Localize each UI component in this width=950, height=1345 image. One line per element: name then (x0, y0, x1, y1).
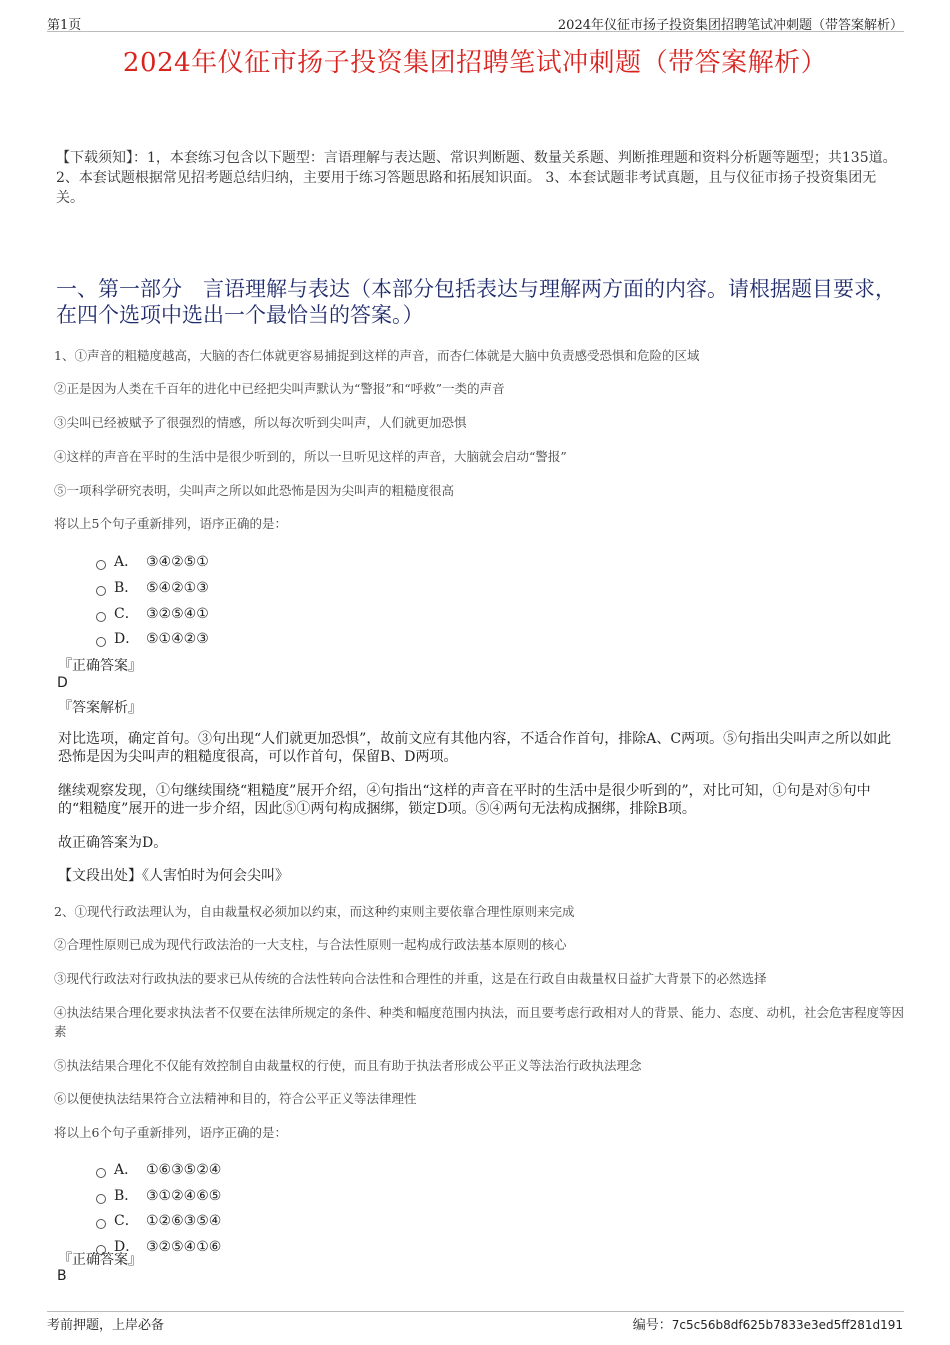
q1-explanation-3: 故正确答案为D。 (58, 835, 168, 851)
q1-option-a[interactable]: A． ③④②⑤① (96, 551, 209, 571)
radio-icon[interactable] (96, 637, 106, 647)
q2-option-a[interactable]: A． ①⑥③⑤②④ (96, 1159, 221, 1179)
q1-answer-label: 『正确答案』 (58, 658, 142, 674)
q1-answer: D (57, 675, 68, 691)
section-heading: 一、第一部分 言语理解与表达（本部分包括表达与理解两方面的内容。请根据题目要求，在四个选项中选出一个最恰当的答案。） (56, 277, 896, 327)
q2-sentence-5: ⑤执法结果合理化不仅能有效控制自由裁量权的行使，而且有助于执法者形成公平正义等法治行政执法理念 (54, 1058, 642, 1073)
q2-sentence-1: 2、①现代行政法理认为，自由裁量权必须加以约束，而这种约束则主要依靠合理性原则来完成 (54, 904, 575, 919)
radio-icon[interactable] (96, 560, 106, 570)
q1-sentence-5: ⑤一项科学研究表明，尖叫声之所以如此恐怖是因为尖叫声的粗糙度很高 (54, 483, 455, 498)
q1-explanation-1: 对比选项，确定首句。③句出现“人们就更加恐惧”，故前文应有其他内容，不适合作首句，排除A、C两项。⑤句指出尖叫声之所以如此恐怖是因为尖叫声的粗糙度很高，可以作首句，保留B、D两项。 (58, 731, 892, 765)
header-doc-title: 2024年仪征市扬子投资集团招聘笔试冲刺题（带答案解析） (557, 18, 903, 33)
q1-option-b[interactable]: B． ⑤④②①③ (96, 577, 209, 597)
download-notice: 【下载须知】：1，本套练习包含以下题型：言语理解与表达题、常识判断题、数量关系题、判断推理题和资料分析题等题型；共135道。 2、本套试题根据常见招考题总结归纳，主要用于练习答题思路和拓展知识面。 3、本套试题非考试真题，且与仪征市扬子投资集团无关。 (56, 150, 897, 206)
q1-sentence-2: ②正是因为人类在千百年的进化中已经把尖叫声默认为“警报”和“呼救”一类的声音 (54, 381, 505, 396)
q2-option-b[interactable]: B． ③①②④⑥⑤ (96, 1185, 221, 1205)
q1-explanation-2: 继续观察发现，①句继续围绕“粗糙度”展开介绍，④句指出“这样的声音在平时的生活中是很少听到的”，对比可知，①句是对⑤句中的“粗糙度”展开的进一步介绍，因此⑤①两句构成捆绑，锁定D项。⑤④两句无法构成捆绑，排除B项。 (58, 783, 871, 817)
q2-answer-label: 『正确答案』 (58, 1252, 142, 1268)
radio-icon[interactable] (96, 612, 106, 622)
q1-sentence-3: ③尖叫已经被赋予了很强烈的情感，所以每次听到尖叫声，人们就更加恐惧 (54, 415, 467, 430)
q2-sentence-6: ⑥以便使执法结果符合立法精神和目的，符合公平正义等法律理性 (54, 1091, 417, 1106)
footer-slogan: 考前押题，上岸必备 (47, 1318, 165, 1333)
page-title: 2024年仪征市扬子投资集团招聘笔试冲刺题（带答案解析） (122, 48, 828, 78)
radio-icon[interactable] (96, 1219, 106, 1229)
radio-icon[interactable] (96, 586, 106, 596)
q2-option-d[interactable]: D． ③②⑤④①⑥ (96, 1236, 221, 1256)
footer-divider (47, 1311, 904, 1312)
header-divider (47, 31, 904, 32)
q1-sentence-4: ④这样的声音在平时的生活中是很少听到的，所以一旦听见这样的声音，大脑就会启动“警报” (54, 449, 567, 464)
q2-sentence-3: ③现代行政法对行政执法的要求已从传统的合法性转向合法性和合理性的并重，这是在行政自由裁量权日益扩大背景下的必然选择 (54, 971, 767, 986)
radio-icon[interactable] (96, 1168, 106, 1178)
q1-option-d[interactable]: D． ⑤①④②③ (96, 628, 209, 648)
q1-sentence-1: 1、①声音的粗糙度越高，大脑的杏仁体就更容易捕捉到这样的声音，而杏仁体就是大脑中负责感受恐惧和危险的区域 (54, 348, 700, 363)
q2-sentence-4: ④执法结果合理化要求执法者不仅要在法律所规定的条件、种类和幅度范围内执法，而且要考虑行政相对人的背景、能力、态度、动机，社会危害程度等因素 (54, 1005, 905, 1039)
q1-source: 【文段出处】《人害怕时为何会尖叫》 (58, 868, 289, 884)
q2-prompt: 将以上6个句子重新排列，语序正确的是： (54, 1125, 287, 1140)
q1-analysis-label: 『答案解析』 (58, 700, 142, 716)
radio-icon[interactable] (96, 1194, 106, 1204)
q2-sentence-2: ②合理性原则已成为现代行政法治的一大支柱，与合法性原则一起构成行政法基本原则的核心 (54, 937, 567, 952)
q1-option-c[interactable]: C． ③②⑤④① (96, 603, 209, 623)
page-number: 第1页 (47, 18, 82, 33)
footer-code: 编号：7c5c56b8df625b7833e3ed5ff281d191 (632, 1318, 903, 1333)
q2-answer: B (57, 1268, 67, 1284)
q2-option-c[interactable]: C． ①②⑥③⑤④ (96, 1210, 221, 1230)
q1-prompt: 将以上5个句子重新排列，语序正确的是： (54, 516, 287, 531)
